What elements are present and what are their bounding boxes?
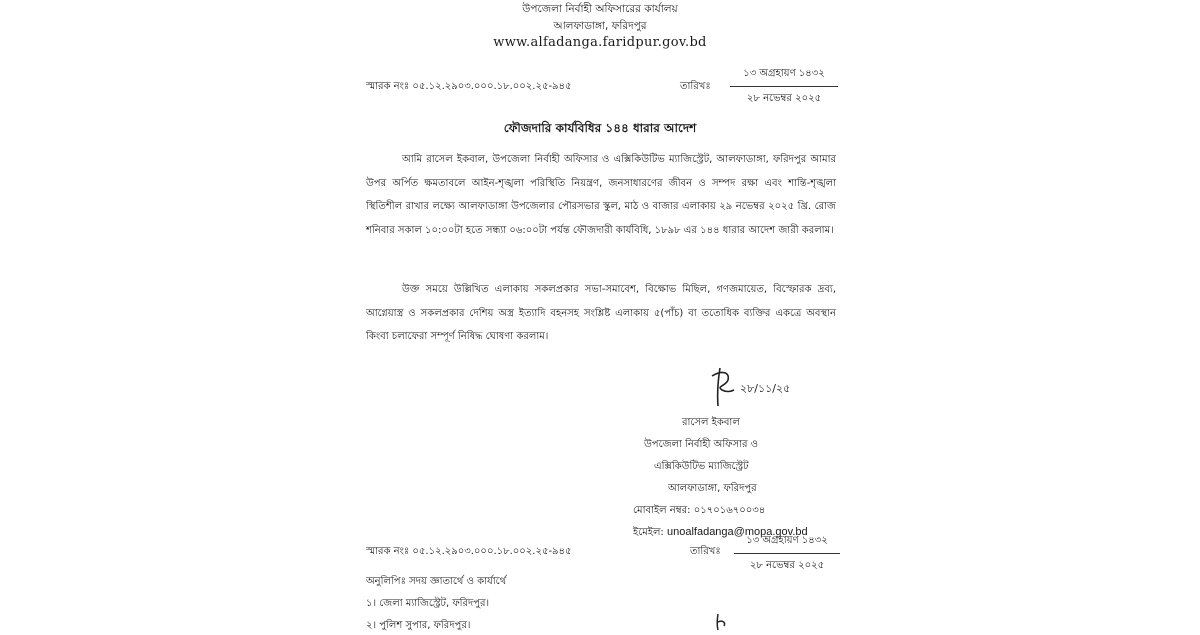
office-website: www.alfadanga.faridpur.gov.bd (493, 35, 707, 50)
copy-date-bengali: ১৩ অগ্রহায়ণ ১৪৩২ (734, 533, 840, 554)
signatory-designation-1: উপজেলা নির্বাহী অফিসার ও (644, 439, 759, 450)
signatory-designation-2: এক্সিকিউটিভ ম্যাজিস্ট্রেট (654, 461, 749, 472)
date-gregorian: ২৮ নভেম্বর ২০২৫ (746, 93, 822, 104)
email-address: unoalfadanga@mopa.gov.bd (666, 526, 808, 538)
copy-date (734, 533, 840, 575)
office-location: আলফাডাঙ্গা, ফরিদপুর (553, 20, 647, 32)
email-label: ইমেইল: (633, 527, 664, 538)
copy-memo-number: স্মারক নংঃ ০৫.১২.২৯০৩.০০০.১৮.০০২.২৫-৯৪৫ (366, 546, 572, 557)
copy-item: ২। পুলিশ সুপার, ফরিদপুর। (366, 620, 471, 631)
office-name: উপজেলা নির্বাহী অফিসারের কার্যালয় (522, 3, 678, 15)
signatory-name: রাসেল ইকবাল (682, 417, 740, 428)
signature-date: ২৮/১১/২৫ (740, 382, 791, 395)
signatory-mobile: মোবাইল নম্বর: ০১৭০১৬৭০০৩৪ (633, 505, 766, 516)
paragraph-1: আমি রাসেল ইকবাল, উপজেলা নির্বাহী অফিসার ও এক্সিকিউটিভ ম্যাজিস্ট্রেট, আলফাডাঙ্গা, ফরিদপুর আমার উপর অর্পিত ক্ষমতাবলে আইন-শৃঙ্খলা পরিস্থিতি নিয়ন্ত্রণ, জনসাধারণের জীবন ও সম্পদ রক্ষা এবং শান্তি-শৃঙ্খলা স্থিতিশীল রাখার লক্ষ্যে আলফাডাঙ্গা উপজেলার পৌরসভার স্কুল, মাঠ ও বাজার এলাকায় ২৯ নভেম্বর ২০২৫ খ্রি. রোজ শনিবার সকাল ১০:০০টা হতে সন্ধ্যা ০৬:০০টা পর্যন্ত ফৌজদারী কার্যবিধি, ১৮৯৮ এর ১৪৪ ধারার আদেশ জারী করলাম। (366, 154, 836, 236)
signatory-location: আলফাডাঙ্গা, ফরিদপুর (668, 483, 757, 494)
paragraph-2: উক্ত সময়ে উল্লিখিত এলাকায় সকলপ্রকার সভা-সমাবেশ, বিক্ষোভ মিছিল, গণজমায়েত, বিস্ফোরক দ্রব্য, আগ্নেয়াস্ত্র ও সকলপ্রকার দেশিয় অস্ত্র ইত্যাদি বহনসহ সংশ্লিষ্ট এলাকায় ৫(পাঁচ) বা ততোধিক ব্যক্তির একত্রে অবস্থান কিংবা চলাফেরা সম্পূর্ণ নিষিদ্ধ ঘোষণা করলাম। (366, 284, 836, 342)
memo-number: স্মারক নংঃ ০৫.১২.২৯০৩.০০০.১৮.০০২.২৫-৯৪৫ (366, 81, 572, 92)
copy-heading: অনুলিপিঃ সদয় জ্ঞাতার্থে ও কার্যার্থে (366, 576, 507, 587)
signature-fragment-image (712, 612, 732, 630)
date-label: তারিখঃ (680, 81, 711, 92)
copy-item: ১। জেলা ম্যাজিস্ট্রেট, ফরিদপুর। (366, 598, 490, 609)
copy-date-gregorian: ২৮ নভেম্বর ২০২৫ (749, 560, 825, 571)
document-title: ফৌজদারি কার্যবিধির ১৪৪ ধারার আদেশ (503, 121, 697, 135)
memo-date (730, 66, 838, 108)
signature-image (700, 362, 810, 412)
copy-date-label: তারিখঃ (690, 546, 721, 557)
date-bengali: ১৩ অগ্রহায়ণ ১৪৩২ (730, 66, 838, 87)
